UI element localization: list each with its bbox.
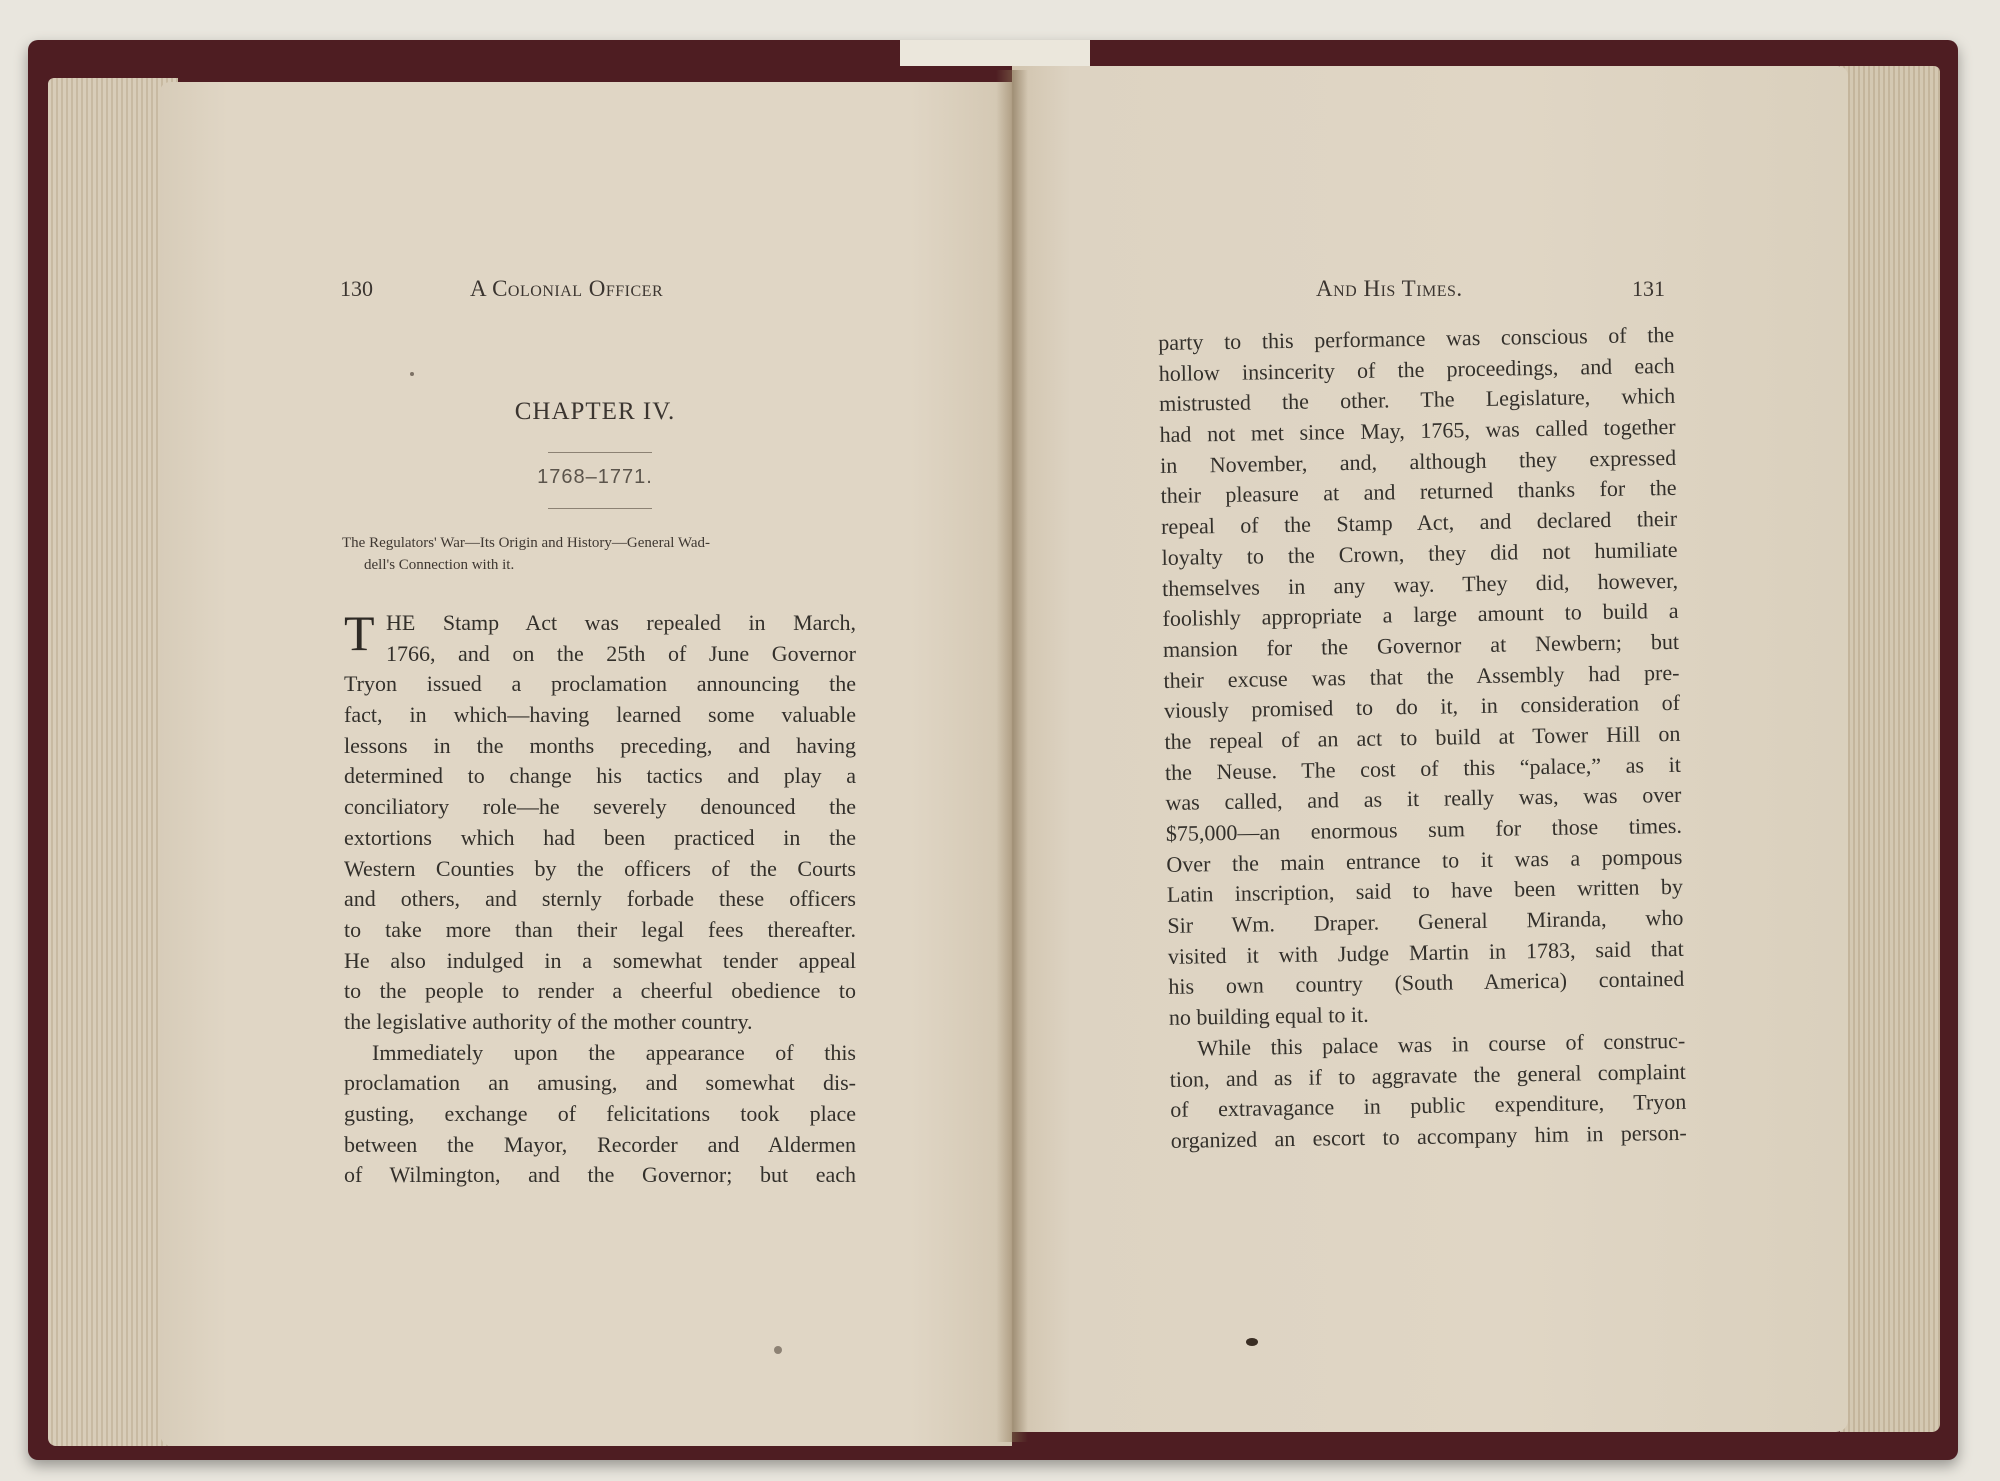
text-line: the repeal of an act to build at Tower Hill on <box>1164 720 1681 754</box>
text-line: their excuse was that the Assembly had pre- <box>1163 659 1680 693</box>
text-line: conciliatory role—he severely denounced the <box>344 794 856 820</box>
text-line: to the people to render a cheerful obedience to <box>344 978 856 1004</box>
book-gutter <box>996 70 1028 1442</box>
text-line: viously promised to do it, in consideration of <box>1163 690 1681 724</box>
text-line: HE Stamp Act was repealed in March, <box>386 610 856 635</box>
text-line: visited it with Judge Martin in 1783, said that <box>1167 935 1685 969</box>
text-line: extortions which had been practiced in the <box>344 824 856 850</box>
chapter-rule-bottom <box>548 508 652 509</box>
text-line: his own country (South America) contained <box>1168 966 1685 1000</box>
synopsis-line: The Regulators' War—Its Origin and History—General Wad- <box>342 535 710 551</box>
text-line: lessons in the months preceding, and having <box>344 732 856 758</box>
ink-speck <box>1246 1338 1258 1346</box>
synopsis-line: dell's Connection with it. <box>364 557 515 573</box>
text-line: While this palace was in course of construc- <box>1197 1027 1686 1061</box>
right-page-edges <box>1840 66 1940 1432</box>
text-line: Tryon issued a proclamation announcing the <box>344 671 856 697</box>
ink-speck <box>774 1346 782 1354</box>
text-line: 1766, and on the 25th of June Governor <box>386 640 856 666</box>
ink-speck <box>410 372 414 376</box>
text-line: was called, and as it really was, was over <box>1165 782 1682 816</box>
text-line: party to this performance was conscious of the <box>1158 321 1675 355</box>
text-line: proclamation an amusing, and somewhat dis- <box>344 1070 856 1096</box>
text-line: themselves in any way. They did, however, <box>1161 567 1679 601</box>
right-running-head: And His Times. <box>1316 276 1463 301</box>
text-line: mansion for the Governor at Newbern; but <box>1162 628 1680 662</box>
text-line: gusting, exchange of felicitations took place <box>344 1101 856 1126</box>
text-line: loyalty to the Crown, they did not humiliate <box>1161 536 1678 570</box>
left-page-body <box>344 605 856 1191</box>
text-line: of extravagance in public expenditure, Tryon <box>1170 1088 1687 1123</box>
left-page-number: 130 <box>340 276 373 301</box>
text-line: the legislative authority of the mother country. <box>344 1008 753 1034</box>
left-running-head: A Colonial Officer <box>470 276 664 301</box>
text-line: mistrusted the other. The Legislature, which <box>1158 383 1676 417</box>
drop-cap: T <box>344 605 375 661</box>
text-line: tion, and as if to aggravate the general complaint <box>1169 1058 1686 1092</box>
text-line: Sir Wm. Draper. General Miranda, who <box>1167 904 1684 938</box>
chapter-years: 1768–1771. <box>537 466 653 488</box>
chapter-title: CHAPTER IV. <box>514 398 676 425</box>
left-page-edges <box>48 78 178 1446</box>
text-line: to take more than their legal fees thereafter. <box>344 916 856 942</box>
text-line: Over the main entrance to it was a pompous <box>1166 843 1683 877</box>
text-line: of Wilmington, and the Governor; but each <box>344 1162 856 1188</box>
spine-gap <box>900 40 1090 66</box>
text-line: between the Mayor, Recorder and Aldermen <box>344 1131 856 1157</box>
text-line: and others, and sternly forbade these officers <box>344 886 856 912</box>
right-page-number: 131 <box>1632 276 1665 301</box>
text-line: in November, and, although they expressed <box>1159 444 1677 478</box>
text-line: had not met since May, 1765, was called together <box>1159 413 1676 448</box>
text-line: determined to change his tactics and play a <box>344 763 856 789</box>
text-line: He also indulged in a somewhat tender appeal <box>344 947 856 973</box>
text-line: fact, in which—having learned some valuable <box>344 702 856 728</box>
right-page-body <box>1158 320 1687 1157</box>
text-line: Latin inscription, said to have been written by <box>1166 874 1684 908</box>
text-line: repeal of the Stamp Act, and declared their <box>1160 505 1678 540</box>
chapter-rule-top <box>548 452 652 453</box>
text-line: Western Counties by the officers of the Courts <box>344 855 856 881</box>
chapter-synopsis <box>342 532 862 576</box>
text-line: their pleasure at and returned thanks for the <box>1160 475 1677 509</box>
text-line: Immediately upon the appearance of this <box>372 1039 856 1065</box>
text-line: hollow insincerity of the proceedings, and each <box>1158 352 1675 386</box>
text-line: the Neuse. The cost of this “palace,” as it <box>1164 751 1682 785</box>
text-line: no building equal to it. <box>1168 1001 1369 1031</box>
text-line: organized an escort to accompany him in person- <box>1170 1119 1687 1153</box>
text-line: foolishly appropriate a large amount to build a <box>1162 598 1679 632</box>
text-line: $75,000—an enormous sum for those times. <box>1165 812 1683 846</box>
